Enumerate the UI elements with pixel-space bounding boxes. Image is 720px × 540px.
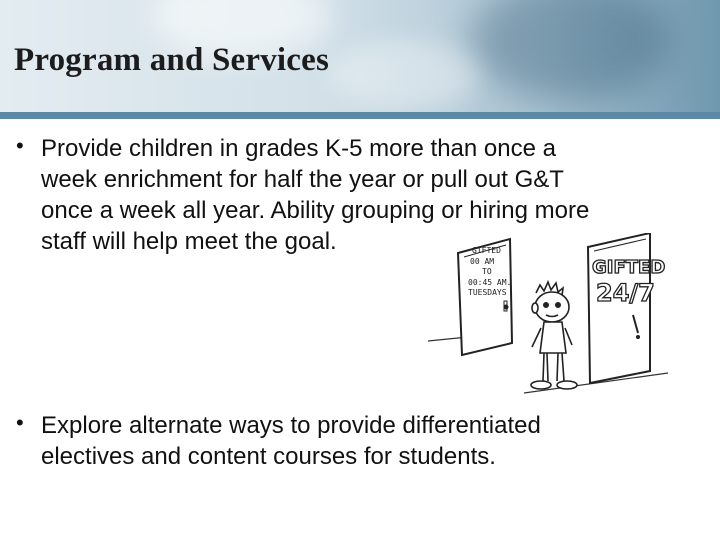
slide-title: Program and Services [14, 42, 330, 78]
left-door-sign-line: TO [482, 267, 492, 276]
left-door-sign-line: GIFTED [472, 246, 501, 255]
right-door-sign-line: GIFTED [592, 257, 666, 278]
bullet-text: Provide children in grades K-5 more than once a week enrichment for half the year or pull out G&T once a week all year. Ability grouping or hiring more staff will help meet the goal. [41, 135, 590, 255]
bullet-marker: • [16, 133, 24, 158]
left-door-sign-line: 00 AM [470, 257, 495, 266]
bullet-text: Explore alternate ways to provide differentiated electives and content courses for students. [41, 412, 541, 470]
left-door-sign-line: 00:45 AM. [468, 278, 512, 287]
bullet-marker: • [16, 410, 24, 435]
right-door [588, 233, 650, 383]
right-door-sign-line: 24/7 [596, 279, 655, 307]
left-door-sign-line: TUESDAYS [468, 288, 507, 297]
gifted-doors-cartoon [428, 233, 668, 403]
boy-figure [531, 282, 577, 389]
